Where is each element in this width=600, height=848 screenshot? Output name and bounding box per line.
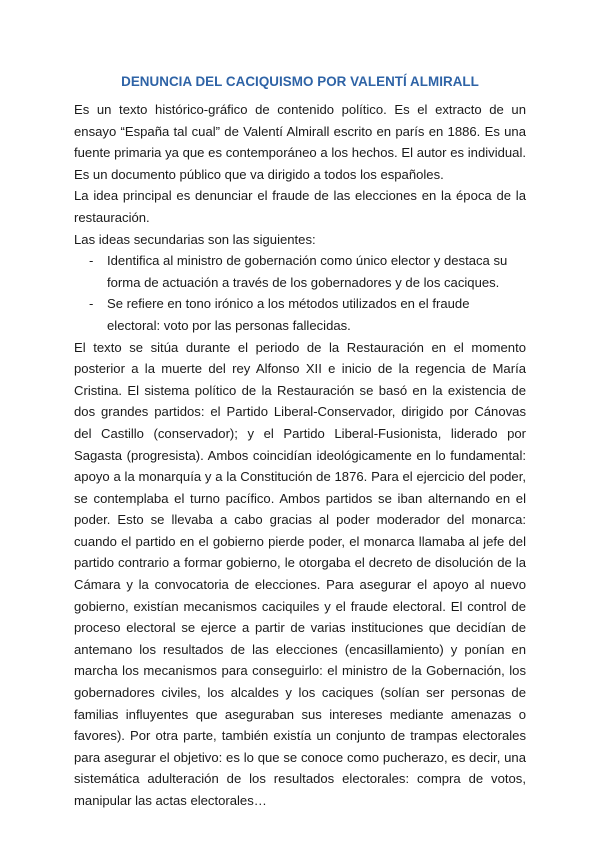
intro-paragraph: Es un texto histórico-gráfico de contenido político. Es el extracto de un ensayo “España tal cual” de Valentí Almirall escrito en parís en 1886. Es una fuente primaria ya que es contemporáneo a los hechos. El autor es individual. Es un documento público que va dirigido a todos los españoles. — [74, 102, 526, 182]
bullet-dash: - — [89, 296, 94, 312]
main-idea-paragraph: La idea principal es denunciar el fraude de las elecciones en la época de la restauración. — [74, 188, 526, 225]
list-item — [74, 250, 526, 293]
list-item-text: Identifica al ministro de gobernación como único elector y destaca su forma de actuación a través de los gobernadores y de los caciques. — [107, 253, 508, 290]
list-item — [74, 293, 526, 336]
document-body — [74, 99, 526, 812]
bullet-dash: - — [89, 253, 94, 269]
page-title: DENUNCIA DEL CACIQUISMO POR VALENTÍ ALMIRALL — [121, 74, 479, 89]
list-item-text: Se refiere en tono irónico a los métodos utilizados en el fraude electoral: voto por las personas fallecidas. — [107, 296, 470, 333]
secondary-ideas-list — [74, 250, 526, 336]
context-paragraph: El texto se sitúa durante el periodo de la Restauración en el momento posterior a la muerte del rey Alfonso XII e inicio de la regencia de María Cristina. El sistema político de la Restauración se basó en la existencia de dos grandes partidos: el Partido Liberal-Conservador, dirigido por Cánovas del Castillo (conservador); y el Partido Liberal-Fusionista, liderado por Sagasta (progresista). Ambos coincidían ideológicamente en lo fundamental: apoyo a la monarquía y a la Constitución de 1876. Para el ejercicio del poder, se contemplaba el turno pacífico. Ambos partidos se iban alternando en el poder. Esto se llevaba a cabo gracias al poder moderador del monarca: cuando el partido en el gobierno pierde poder, el monarca llamaba al jefe del partido contrario a formar gobierno, le otorgaba el decreto de disolución de la Cámara y la convocatoria de elecciones. Para asegurar el apoyo al nuevo gobierno, existían mecanismos caciquiles y el fraude electoral. El control de proceso electoral se ejerce a partir de varias instituciones que decidían de antemano los resultados de las elecciones (encasillamiento) y ponían en marcha los mecanismos para conseguirlo: el ministro de la Gobernación, los gobernadores civiles, los alcaldes y los caciques (solían ser personas de familias influyentes que aseguraban sus intereses mediante amenazas o favores). Por otra parte, también existía un conjunto de trampas electorales para asegurar el objetivo: es lo que se conoce como pucherazo, es decir, una sistemática adulteración de los resultados electorales: compra de votos, manipular las actas electorales… — [74, 339, 526, 808]
secondary-ideas-heading: Las ideas secundarias son las siguientes: — [74, 231, 316, 247]
